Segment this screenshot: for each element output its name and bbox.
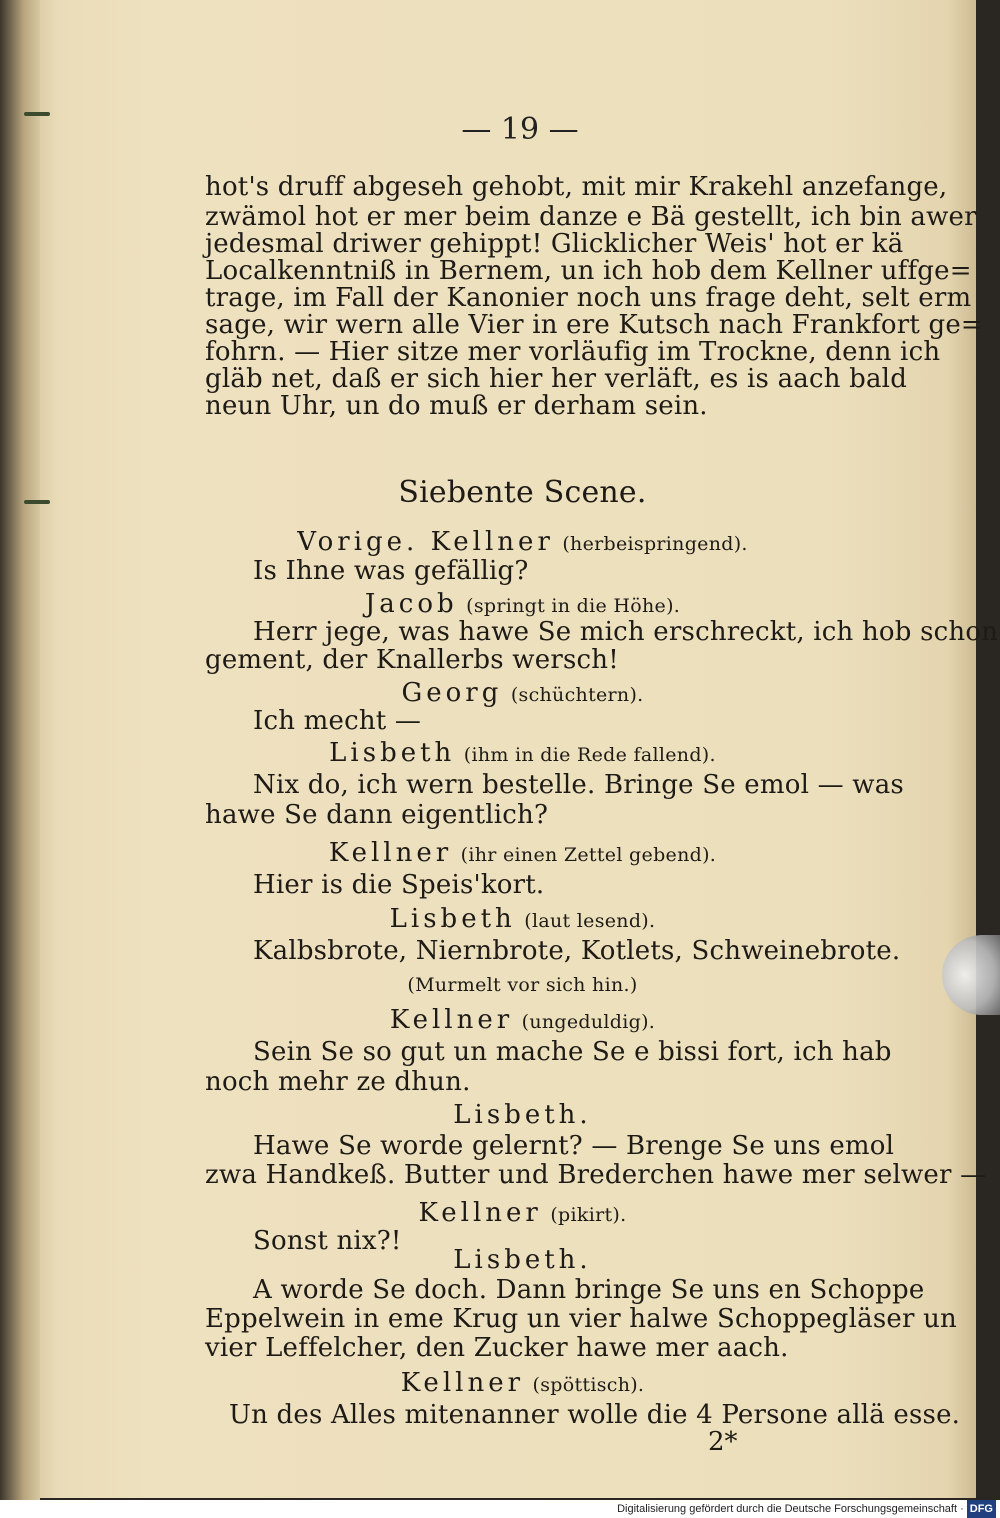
text-line: fohrn. — Hier sitze mer vorläufig im Trockne, denn ich xyxy=(205,337,941,367)
stage-direction: (ungeduldig). xyxy=(521,1011,656,1033)
dfg-logo: DFG xyxy=(967,1500,996,1518)
dialogue-line: Sonst nix?! xyxy=(253,1226,402,1256)
speaker-line xyxy=(205,1005,840,1037)
dialogue-line: A worde Se doch. Dann bringe Se uns en Schoppe xyxy=(253,1275,925,1305)
stage-direction: (schüchtern). xyxy=(510,684,644,706)
scene-heading: Siebente Scene. xyxy=(398,475,647,510)
signature-mark: 2* xyxy=(708,1427,738,1457)
speaker-name: Vorige. Kellner xyxy=(297,527,554,557)
binding-thread xyxy=(24,500,50,504)
dialogue-line: Hawe Se worde gelernt? — Brenge Se uns emol xyxy=(253,1131,895,1161)
speaker-line xyxy=(205,527,840,559)
speaker-name: Kellner xyxy=(418,1198,542,1228)
dialogue-line: Nix do, ich wern bestelle. Bringe Se emol — was xyxy=(253,770,904,800)
text-line: jedesmal driwer gehippt! Glicklicher Weis' hot er kä xyxy=(205,229,904,259)
stage-direction: (Murmelt vor sich hin.) xyxy=(407,974,638,996)
text-line: zwämol hot er mer beim danze e Bä gestellt, ich bin awer xyxy=(205,202,977,232)
dialogue-line: Sein Se so gut un mache Se e bissi fort, ich hab xyxy=(253,1037,892,1067)
dialogue-line: Kalbsbrote, Niernbrote, Kotlets, Schweinebrote. xyxy=(253,936,901,966)
text-line: hot's druff abgeseh gehobt, mit mir Krakehl anzefange, xyxy=(205,172,948,202)
stage-direction: (pikirt). xyxy=(550,1204,627,1226)
digitization-footer xyxy=(0,1500,1000,1518)
dialogue-line: gement, der Knallerbs wersch! xyxy=(205,645,619,675)
speaker-name: Lisbeth. xyxy=(453,1100,592,1130)
binding-thread xyxy=(24,112,50,116)
speaker-name: Lisbeth. xyxy=(453,1245,592,1275)
dialogue-line: vier Leffelcher, den Zucker hawe mer aach. xyxy=(205,1333,789,1363)
speaker-line xyxy=(205,904,840,936)
dialogue-line: Eppelwein in eme Krug un vier halwe Schoppegläser un xyxy=(205,1304,957,1334)
speaker-name: Georg xyxy=(401,678,503,708)
speaker-name: Lisbeth xyxy=(329,738,456,768)
stage-direction: (springt in die Höhe). xyxy=(466,595,681,617)
page-number: — 19 — xyxy=(461,112,579,147)
text-line: Localkenntniß in Bernem, un ich hob dem Kellner uffge= xyxy=(205,256,972,286)
stage-direction: (ihm in die Rede fallend). xyxy=(463,744,716,766)
text-line: gläb net, daß er sich hier her verläft, es is aach bald xyxy=(205,364,908,394)
stage-direction: (ihr einen Zettel gebend). xyxy=(460,844,717,866)
dialogue-line: Is Ihne was gefällig? xyxy=(253,556,529,586)
dialogue-line: noch mehr ze dhun. xyxy=(205,1067,471,1097)
speaker-name: Kellner xyxy=(400,1368,525,1398)
dialogue-line: Hier is die Speis'kort. xyxy=(253,870,545,900)
footer-text: Digitalisierung gefördert durch die Deutsche Forschungsgemeinschaft · xyxy=(617,1503,964,1515)
speaker-line xyxy=(205,838,840,870)
speaker-name: Kellner xyxy=(389,1005,514,1035)
speaker-line xyxy=(205,738,840,770)
speaker-line xyxy=(205,1368,840,1400)
text-line: trage, im Fall der Kanonier noch uns frage deht, selt erm xyxy=(205,283,972,313)
dialogue-line: Ich mecht — xyxy=(253,706,422,736)
dialogue-line: Herr jege, was hawe Se mich erschreckt, ich hob schon xyxy=(253,617,999,647)
book-gutter xyxy=(0,0,40,1500)
stage-direction: (herbeispringend). xyxy=(562,533,748,555)
speaker-name: Jacob xyxy=(364,589,458,619)
dialogue-line: zwa Handkeß. Butter und Brederchen hawe mer selwer — xyxy=(205,1160,987,1190)
text-line: neun Uhr, un do muß er derham sein. xyxy=(205,391,708,421)
speaker-name: Lisbeth xyxy=(389,904,516,934)
stage-direction: (spöttisch). xyxy=(532,1374,645,1396)
dialogue-line: hawe Se dann eigentlich? xyxy=(205,800,549,830)
dialogue-line: Un des Alles mitenanner wolle die 4 Persone allä esse. xyxy=(229,1400,961,1430)
stage-direction: (laut lesend). xyxy=(524,910,656,932)
text-line: sage, wir wern alle Vier in ere Kutsch nach Frankfort ge= xyxy=(205,310,983,340)
speaker-name: Kellner xyxy=(328,838,453,868)
